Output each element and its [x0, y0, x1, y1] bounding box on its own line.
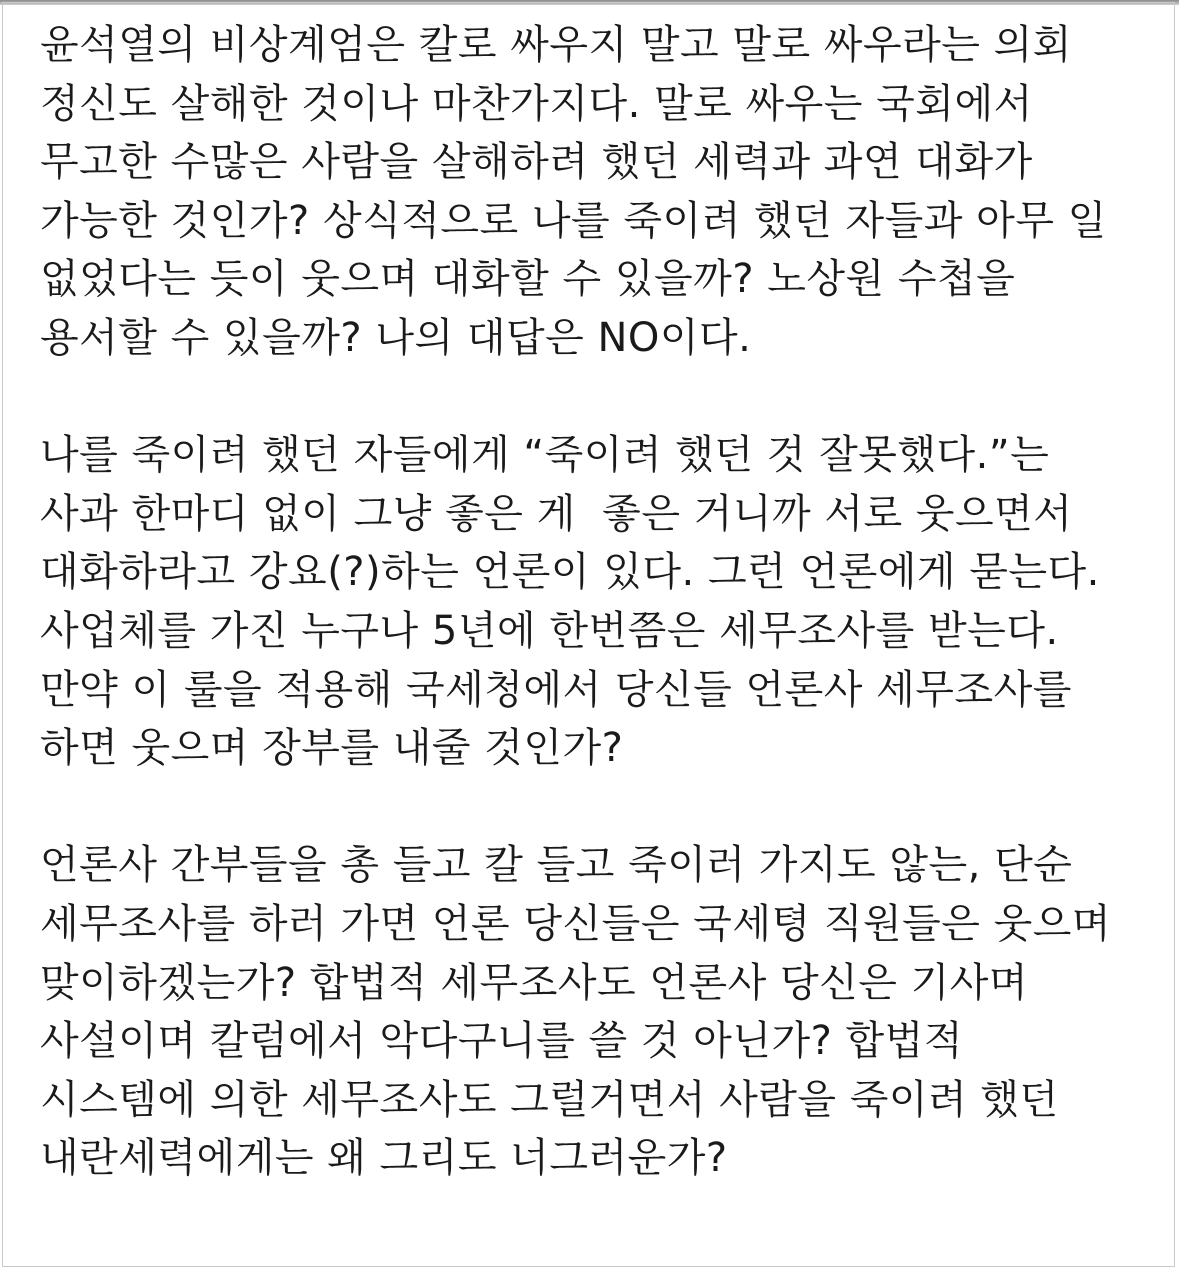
text-line: 사업체를 가진 누구나 5년에 한번쯤은 세무조사를 받는다. — [40, 607, 1059, 654]
text-line: 윤석열의 비상계엄은 칼로 싸우지 말고 말로 싸우라는 의회 — [40, 22, 1072, 68]
paragraph-3 — [40, 836, 1160, 1188]
text-line: 만약 이 룰을 적용해 국세청에서 당신들 언론사 세무조사를 — [40, 666, 1072, 713]
text-line: 시스템에 의한 세무조사도 그럴거면서 사람을 죽이려 했던 — [40, 1076, 1059, 1123]
text-line: 용서할 수 있을까? 나의 대답은 NO이다. — [40, 314, 752, 361]
document-body — [40, 16, 1160, 1188]
text-line: 대화하라고 강요(?)하는 언론이 있다. 그런 언론에게 묻는다. — [40, 549, 1100, 596]
text-line: 가능한 것인가? 상식적으로 나를 죽이려 했던 자들과 아무 일 — [40, 197, 1107, 244]
paragraph-spacer — [40, 778, 1160, 837]
text-line: 하면 웃으며 장부를 내줄 것인가? — [40, 725, 624, 772]
text-line: 내란세력에게는 왜 그리도 너그러운가? — [40, 1135, 728, 1182]
text-line: 정신도 살해한 것이나 마찬가지다. 말로 싸우는 국회에서 — [40, 80, 1033, 127]
paragraph-1 — [40, 16, 1160, 368]
text-line: 언론사 간부들을 총 들고 칼 들고 죽이러 가지도 않는, 단순 — [40, 842, 1073, 889]
text-line: 나를 죽이려 했던 자들에게 “죽이려 했던 것 잘못했다.”는 — [40, 432, 1050, 479]
text-line: 사설이며 칼럼에서 악다구니를 쓸 것 아닌가? 합법적 — [40, 1018, 963, 1065]
text-line: 사과 한마디 없이 그냥 좋은 게 좋은 거니까 서로 웃으면서 — [40, 490, 1073, 537]
text-line: 무고한 수많은 사람을 살해하려 했던 세력과 과연 대화가 — [40, 139, 1033, 186]
paragraph-spacer — [40, 368, 1160, 427]
text-line: 맞이하겠는가? 합법적 세무조사도 언론사 당신은 기사며 — [40, 959, 1029, 1006]
text-line: 없었다는 듯이 웃으며 대화할 수 있을까? 노상원 수첩을 — [40, 256, 1016, 303]
text-line: 세무조사를 하러 가면 언론 당신들은 국세텽 직원들은 웃으며 — [40, 900, 1112, 947]
paragraph-2 — [40, 426, 1160, 778]
